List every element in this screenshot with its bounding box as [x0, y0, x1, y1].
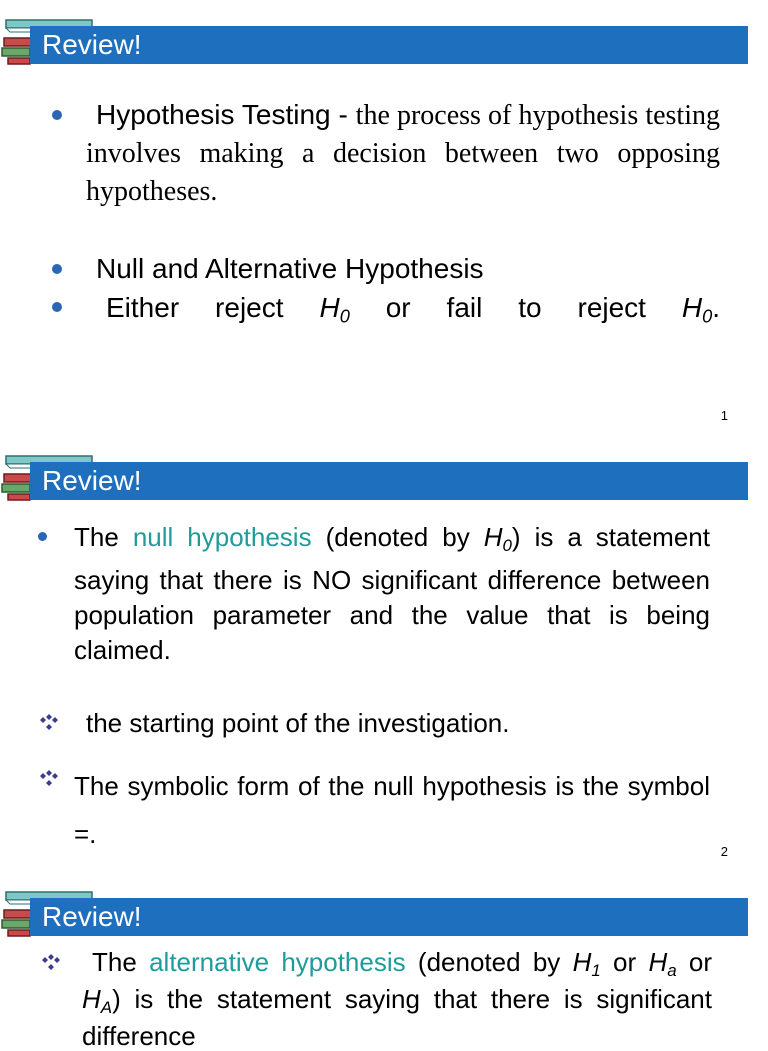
slide-2	[0, 436, 768, 872]
bullet-null-hypothesis: The null hypothesis (denoted by $H_0$) is a statement saying that there is NO significant difference between population parameter and the value that is being claimed.	[74, 522, 710, 666]
slide-title-bar	[30, 462, 748, 500]
bullet-icon	[52, 110, 62, 120]
diamond-bullet-icon	[38, 954, 64, 974]
slide-title: Review!	[42, 29, 142, 60]
slide-number: 1	[720, 408, 728, 423]
slide-1	[0, 0, 768, 436]
slide-title-bar	[30, 898, 748, 936]
ha-symbol: $H_a$	[648, 947, 677, 981]
term-hypothesis-testing: Hypothesis Testing	[96, 99, 331, 130]
h0-symbol: $H_0$	[483, 522, 512, 556]
h1-symbol: $H_1$	[572, 947, 601, 981]
sub-bullet-symbolic-form: The symbolic form of the null hypothesis is the symbol =.	[74, 771, 710, 849]
definition-hypothesis-testing: the process of hypothesis testing involves making a decision between two opposing hypotheses.	[86, 100, 720, 207]
bullet-alternative-hypothesis: The alternative hypothesis (denoted by $H_1$ or $H_a$ or $H_A$) is the statement saying that there is significant difference	[82, 947, 713, 1051]
bullet-reject-h0: Either reject $H_0$ or fail to reject $H_0$.	[106, 292, 721, 327]
hA-symbol: $H_A$	[82, 984, 113, 1018]
slide-title: Review!	[42, 901, 142, 932]
diamond-bullet-icon	[36, 714, 62, 734]
bullet-icon	[38, 532, 47, 541]
bullet-null-alternative: Null and Alternative Hypothesis	[96, 253, 484, 284]
term-null-hypothesis: null hypothesis	[132, 522, 312, 552]
slide-title-bar	[30, 26, 748, 64]
slide-title: Review!	[42, 465, 142, 496]
slide-number: 2	[720, 844, 728, 859]
bullet-icon	[52, 264, 62, 274]
term-alternative-hypothesis: alternative hypothesis	[149, 947, 406, 977]
bullet-icon	[52, 302, 62, 312]
diamond-bullet-icon	[36, 770, 62, 790]
h0-symbol: $H_0$	[319, 292, 350, 327]
h0-symbol: $H_0$	[681, 292, 713, 327]
slide-3	[0, 872, 768, 1051]
bullet-hypothesis-testing: Hypothesis Testing - the process of hypothesis testing involves making a decision between two opposing hypotheses.	[86, 99, 720, 207]
sub-bullet-starting-point: the starting point of the investigation.	[86, 708, 510, 738]
